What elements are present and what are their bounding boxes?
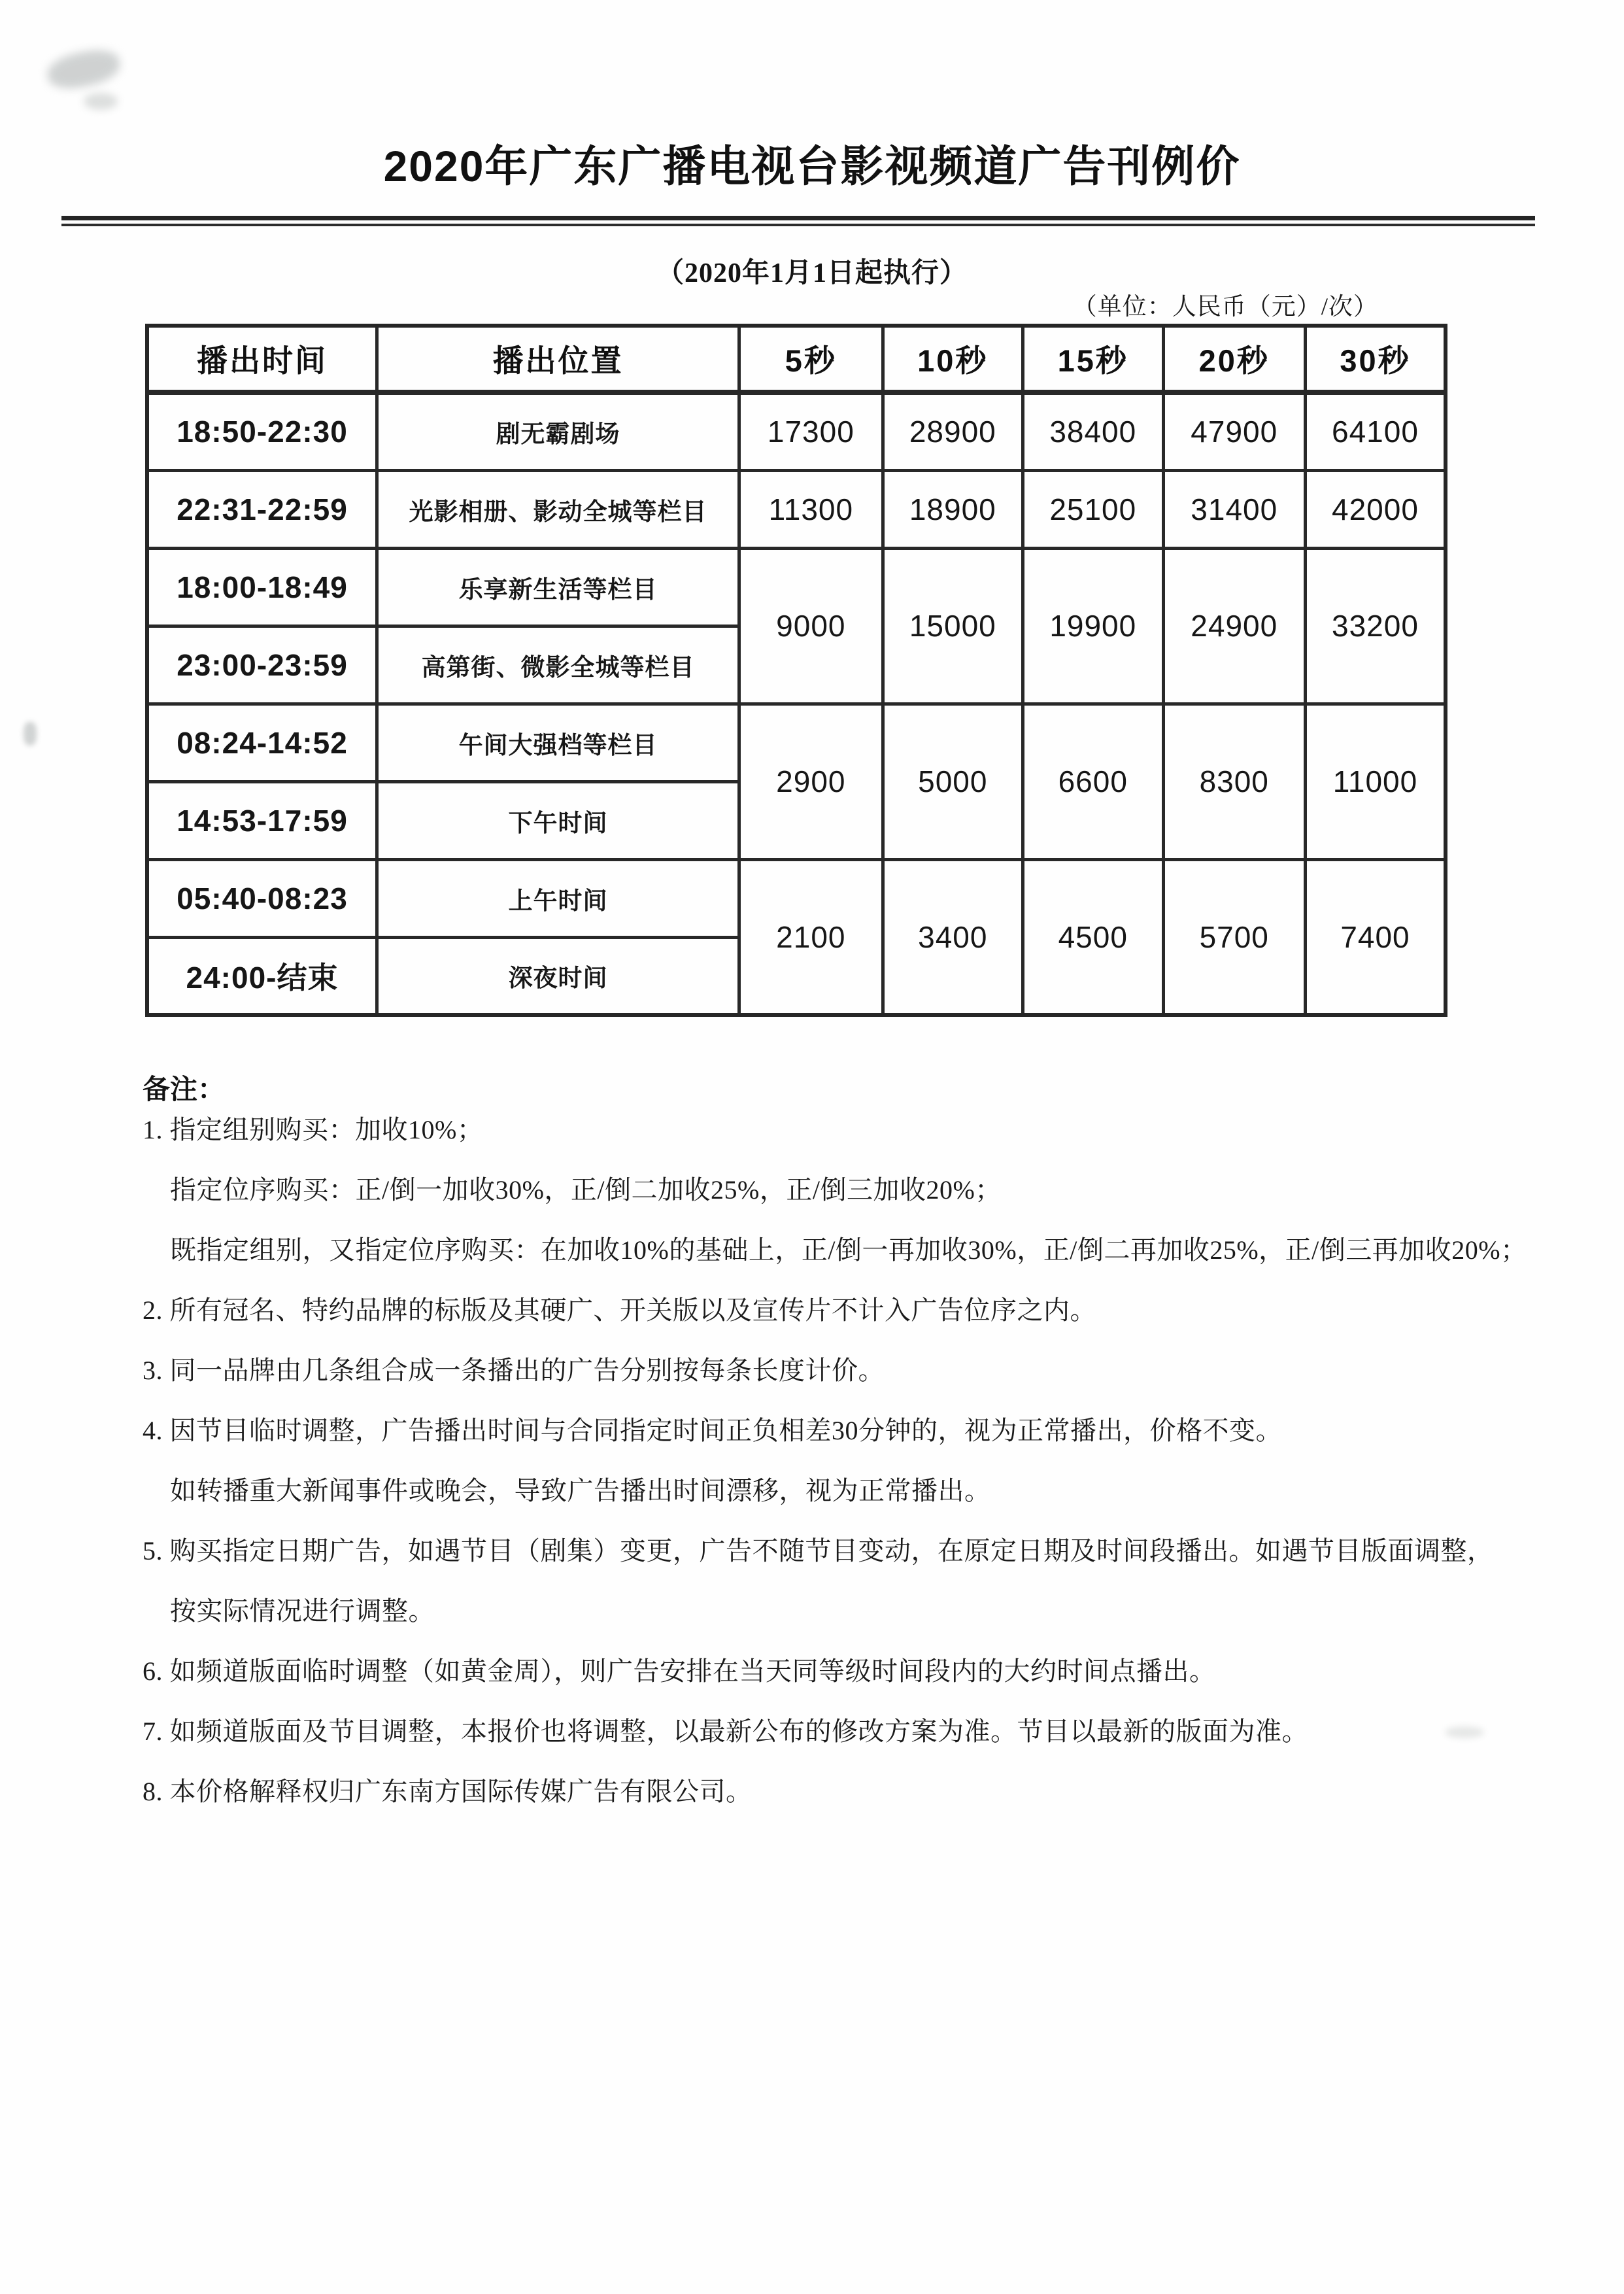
notes-list <box>143 1100 1620 1822</box>
cell-price-merged: 2100 <box>739 859 883 1015</box>
table-row <box>147 859 1446 937</box>
cell-position: 深夜时间 <box>377 937 739 1015</box>
ad-rate-table <box>145 324 1447 1017</box>
note-line: 7. 如频道版面及节目调整，本报价也将调整，以最新公布的修改方案为准。节目以最新的版面为准。 <box>143 1717 1308 1746</box>
header-15s: 15秒 <box>1023 326 1163 392</box>
notes-heading: 备注： <box>143 1075 226 1105</box>
effective-date-subtitle: （2020年1月1日起执行） <box>656 258 968 288</box>
cell-time: 18:50-22:30 <box>147 392 377 470</box>
note-line: 按实际情况进行调整。 <box>170 1596 435 1626</box>
title-divider <box>61 216 1535 226</box>
note-line: 既指定组别，又指定位序购买：在加收10%的基础上，正/倒一再加收30%，正/倒二再加收25%，正/倒三再加收20%； <box>170 1235 1527 1265</box>
note-line: 如转播重大新闻事件或晚会，导致广告播出时间漂移，视为正常播出。 <box>170 1476 991 1505</box>
cell-price: 64100 <box>1305 392 1446 470</box>
scan-artifact <box>44 45 123 94</box>
cell-position: 高第街、微影全城等栏目 <box>377 626 739 704</box>
cell-price-merged: 24900 <box>1163 548 1305 704</box>
cell-price: 38400 <box>1023 392 1163 470</box>
header-5s: 5秒 <box>739 326 883 392</box>
cell-price: 31400 <box>1163 470 1305 548</box>
cell-time: 18:00-18:49 <box>147 548 377 626</box>
scan-artifact <box>24 722 37 745</box>
header-30s: 30秒 <box>1305 326 1446 392</box>
header-broadcast-time: 播出时间 <box>147 326 377 392</box>
cell-price-merged: 5700 <box>1163 859 1305 1015</box>
page-title: 2020年广东广播电视台影视频道广告刊例价 <box>383 142 1241 190</box>
cell-time: 14:53-17:59 <box>147 781 377 859</box>
table-row <box>147 704 1446 781</box>
cell-price-merged: 8300 <box>1163 704 1305 859</box>
cell-time: 05:40-08:23 <box>147 859 377 937</box>
cell-price: 28900 <box>883 392 1023 470</box>
cell-position: 乐享新生活等栏目 <box>377 548 739 626</box>
note-line: 4. 因节目临时调整，广告播出时间与合同指定时间正负相差30分钟的，视为正常播出，价格不变。 <box>143 1416 1282 1445</box>
divider-bar <box>61 216 1535 220</box>
note-line: 指定位序购买：正/倒一加收30%，正/倒二加收25%，正/倒三加收20%； <box>170 1175 1002 1205</box>
note-line: 8. 本价格解释权归广东南方国际传媒广告有限公司。 <box>143 1777 753 1806</box>
cell-time: 08:24-14:52 <box>147 704 377 781</box>
cell-price-merged: 9000 <box>739 548 883 704</box>
cell-price-merged: 6600 <box>1023 704 1163 859</box>
note-line: 2. 所有冠名、特约品牌的标版及其硬广、开关版以及宣传片不计入广告位序之内。 <box>143 1295 1096 1325</box>
cell-position: 上午时间 <box>377 859 739 937</box>
cell-price-merged: 5000 <box>883 704 1023 859</box>
cell-price-merged: 15000 <box>883 548 1023 704</box>
cell-price-merged: 11000 <box>1305 704 1446 859</box>
header-20s: 20秒 <box>1163 326 1305 392</box>
cell-price-merged: 7400 <box>1305 859 1446 1015</box>
cell-price: 11300 <box>739 470 883 548</box>
divider-bar <box>61 224 1535 226</box>
cell-position: 光影相册、影动全城等栏目 <box>377 470 739 548</box>
cell-time: 24:00-结束 <box>147 937 377 1015</box>
table-row <box>147 392 1446 470</box>
scan-artifact <box>84 93 118 110</box>
note-line: 5. 购买指定日期广告，如遇节目（剧集）变更，广告不随节目变动，在原定日期及时间段播出。如遇节目版面调整， <box>143 1536 1494 1566</box>
cell-price: 17300 <box>739 392 883 470</box>
cell-price-merged: 2900 <box>739 704 883 859</box>
note-line: 3. 同一品牌由几条组合成一条播出的广告分别按每条长度计价。 <box>143 1356 885 1385</box>
cell-price-merged: 33200 <box>1305 548 1446 704</box>
unit-note: （单位：人民币（元）/次） <box>1072 294 1378 320</box>
cell-price: 47900 <box>1163 392 1305 470</box>
cell-position: 下午时间 <box>377 781 739 859</box>
cell-price: 25100 <box>1023 470 1163 548</box>
note-line: 1. 指定组别购买：加收10%； <box>143 1115 484 1144</box>
cell-time: 23:00-23:59 <box>147 626 377 704</box>
cell-position: 午间大强档等栏目 <box>377 704 739 781</box>
cell-price: 42000 <box>1305 470 1446 548</box>
cell-time: 22:31-22:59 <box>147 470 377 548</box>
note-line: 6. 如频道版面临时调整（如黄金周），则广告安排在当天同等级时间段内的大约时间点播出。 <box>143 1656 1216 1686</box>
cell-price-merged: 4500 <box>1023 859 1163 1015</box>
cell-position: 剧无霸剧场 <box>377 392 739 470</box>
header-10s: 10秒 <box>883 326 1023 392</box>
table-header-row <box>147 326 1446 392</box>
cell-price: 18900 <box>883 470 1023 548</box>
cell-price-merged: 19900 <box>1023 548 1163 704</box>
table-row <box>147 548 1446 626</box>
header-broadcast-position: 播出位置 <box>377 326 739 392</box>
table-row <box>147 470 1446 548</box>
cell-price-merged: 3400 <box>883 859 1023 1015</box>
